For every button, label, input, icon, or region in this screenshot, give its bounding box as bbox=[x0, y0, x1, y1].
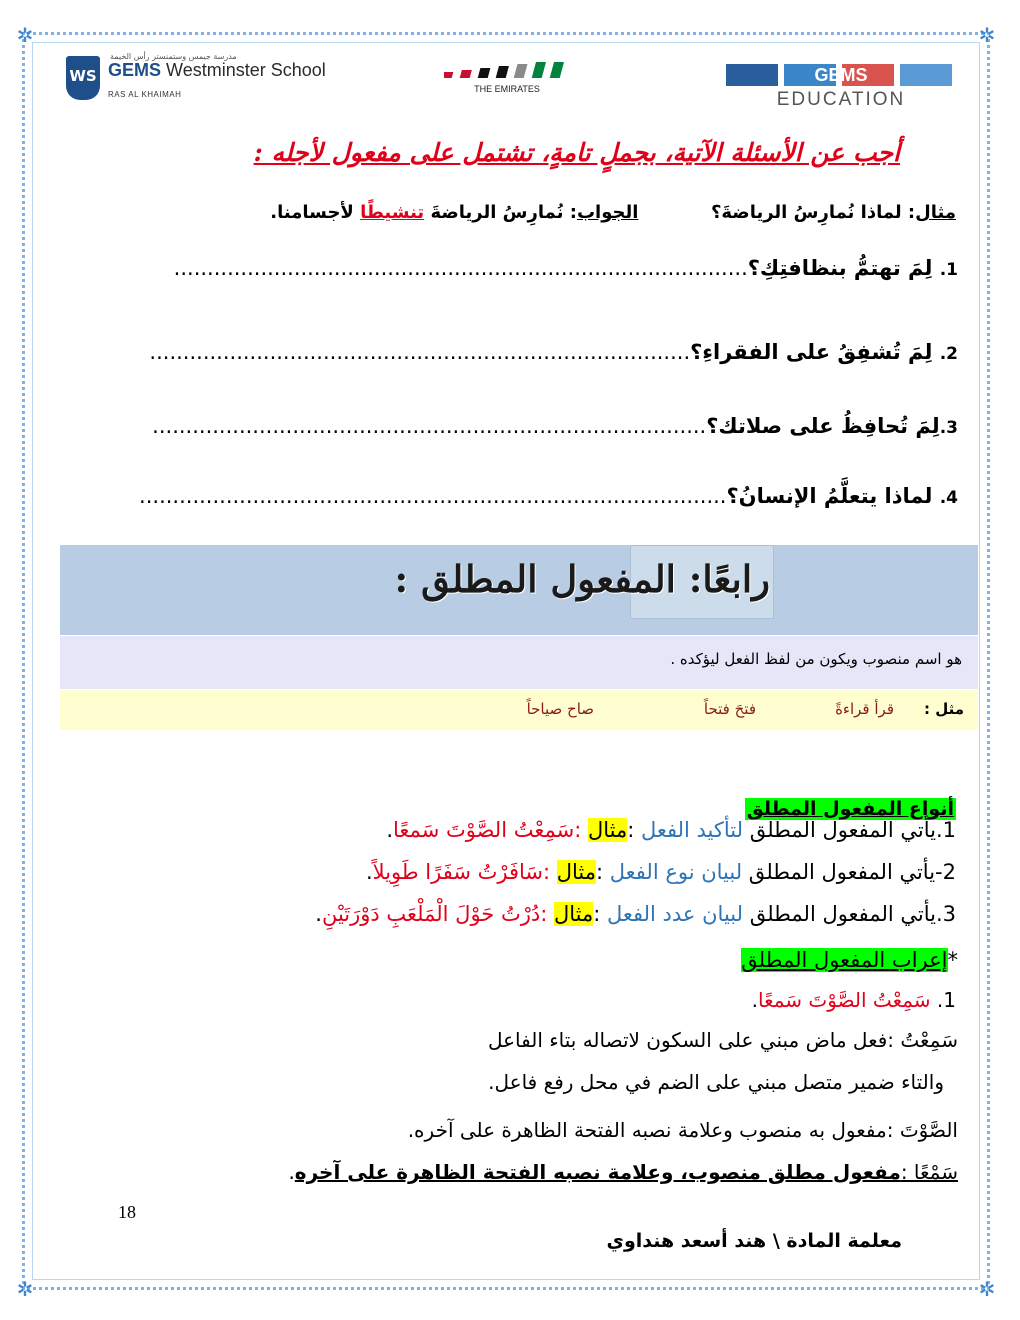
type-line-3: 3.يأتي المفعول المطلق لبيان عدد الفعل :مثال :دُرْتُ حَوْلَ الْمَلْعَبِ دَوْرَتَيْنِ. bbox=[315, 902, 956, 926]
westminster-logo-name: GEMS Westminster School bbox=[108, 60, 326, 80]
irab-line-1: سَمِعْتُ :فعل ماض مبني على السكون لاتصاله بتاء الفاعل bbox=[487, 1028, 958, 1052]
page-title: أجب عن الأسئلة الآتية، بجملٍ تامةٍ، تشتمل على مفعول لأجله : bbox=[253, 138, 900, 167]
page-number: 18 bbox=[118, 1202, 136, 1222]
gems-education-logo-icon bbox=[726, 64, 956, 86]
question-2: 2. لِمَ تُشفِقُ على الفقراءِ؟................................................................................. bbox=[149, 340, 958, 364]
corner-ornament-icon: ✲ bbox=[978, 23, 996, 47]
type-line-2: 2-يأتي المفعول المطلق لبيان نوع الفعل :مثال :سَافَرْتُ سَفَرًا طَوِيلاً. bbox=[365, 860, 956, 884]
question-4: 4. لماذا يتعلَّمُ الإنسانُ؟........................................................................................ bbox=[139, 484, 958, 508]
corner-ornament-icon: ✲ bbox=[16, 23, 34, 47]
section-title: رابعًا: المفعول المطلق : bbox=[394, 557, 770, 601]
gems-education-logo-text: EDUCATION bbox=[776, 89, 906, 110]
question-3: 3.لِمَ تُحافِظُ على صلاتك؟................................................................................... bbox=[152, 414, 958, 438]
question-1: 1. لِمَ تهتمُّ بنظافتِكِ؟...................................................................................... bbox=[173, 256, 958, 280]
svg-text:GEMS: GEMS bbox=[814, 65, 868, 85]
definition-row: هو اسم منصوب ويكون من لفظ الفعل ليؤكده . bbox=[60, 636, 978, 689]
example-line: مثال: لماذا نُمارِسُ الرياضةَ؟ الجواب: نُمارِسُ الرياضةَ تنشيطًا لأجسامنا. bbox=[270, 202, 956, 223]
irab-title: *إعراب المفعول المطلق bbox=[741, 948, 958, 972]
types-title: أنواع المفعول المطلق bbox=[746, 798, 954, 820]
irab-line-3: الصَّوْتَ :مفعول به منصوب وعلامة نصبه الفتحة الظاهرة على آخره. bbox=[407, 1118, 958, 1142]
irab-line-4: سَمْعًا :مفعول مطلق منصوب، وعلامة نصبه الفتحة الظاهرة على آخره. bbox=[288, 1160, 958, 1184]
example-row: مثل : قرأ قراءةً فتحَ فتحاً صاح صياحاً bbox=[60, 690, 978, 730]
irab-example: 1. سَمِعْتُ الصَّوْتَ سَمعًا. bbox=[751, 988, 956, 1012]
emirates-logo-text: THE EMIRATES bbox=[474, 84, 540, 94]
westminster-logo-arabic: مدرسة جيمس وستمنستر رأس الخيمة bbox=[110, 52, 237, 61]
type-line-1: 1.يأتي المفعول المطلق لتأكيد الفعل :مثال :سَمِعْتُ الصَّوْتَ سَمعًا. bbox=[386, 818, 956, 842]
corner-ornament-icon: ✲ bbox=[16, 1277, 34, 1301]
teacher-signature: معلمة المادة \ هند أسعد هنداوي bbox=[606, 1230, 902, 1252]
westminster-logo-sub: RAS AL KHAIMAH bbox=[108, 90, 182, 99]
irab-line-2: والتاء ضمير متصل مبني على الضم في محل رفع فاعل. bbox=[488, 1070, 944, 1094]
emirates-logo-icon bbox=[444, 62, 570, 84]
westminster-logo-badge: WS bbox=[66, 56, 100, 100]
corner-ornament-icon: ✲ bbox=[978, 1277, 996, 1301]
